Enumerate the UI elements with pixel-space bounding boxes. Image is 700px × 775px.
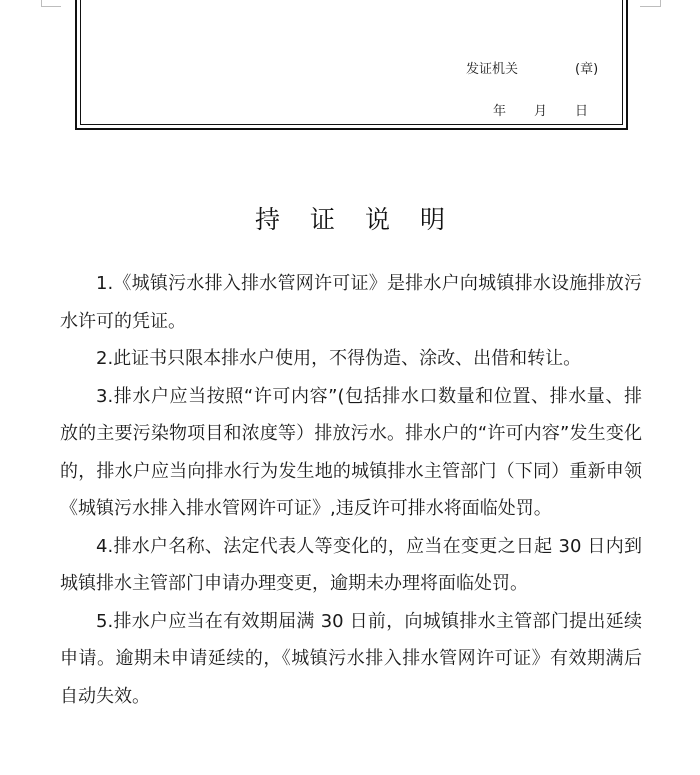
seal-label: (章) <box>575 62 599 77</box>
day-label: 日 <box>575 104 589 119</box>
instruction-paragraph-3: 3.排水户应当按照“许可内容”(包括排水口数量和位置、排水量、排放的主要污染物项目和浓度等）排放污水。排水户的“许可内容”发生变化的，排水户应当向排水行为发生地的城镇排水主管部门（下同）重新申领《城镇污水排入排水管网许可证》,违反许可排水将面临处罚。 <box>60 385 642 519</box>
instruction-paragraph-5: 5.排水户应当在有效期届满 30 日前，向城镇排水主管部门提出延续申请。逾期未申请延续的，《城镇污水排入排水管网许可证》有效期满后自动失效。 <box>60 610 642 707</box>
instruction-paragraph-4: 4.排水户名称、法定代表人等变化的，应当在变更之日起 30 日内到城镇排水主管部门申请办理变更，逾期未办理将面临处罚。 <box>60 535 642 594</box>
crop-mark-right-h <box>640 6 660 7</box>
issuer-line <box>466 58 598 77</box>
month-label: 月 <box>534 104 548 119</box>
section-title: 持证说明 <box>254 205 475 234</box>
crop-mark-right <box>660 0 661 7</box>
instructions-body <box>60 265 642 715</box>
instruction-paragraph-2: 2.此证书只限本排水户使用，不得伪造、涂改、出借和转让。 <box>96 348 582 369</box>
issuer-label: 发证机关 <box>466 62 519 77</box>
instruction-paragraph-1: 1.《城镇污水排入排水管网许可证》是排水户向城镇排水设施排放污水许可的凭证。 <box>60 273 642 332</box>
issue-date-line <box>493 100 588 119</box>
crop-mark-left-h <box>41 6 61 7</box>
year-label: 年 <box>493 104 507 119</box>
